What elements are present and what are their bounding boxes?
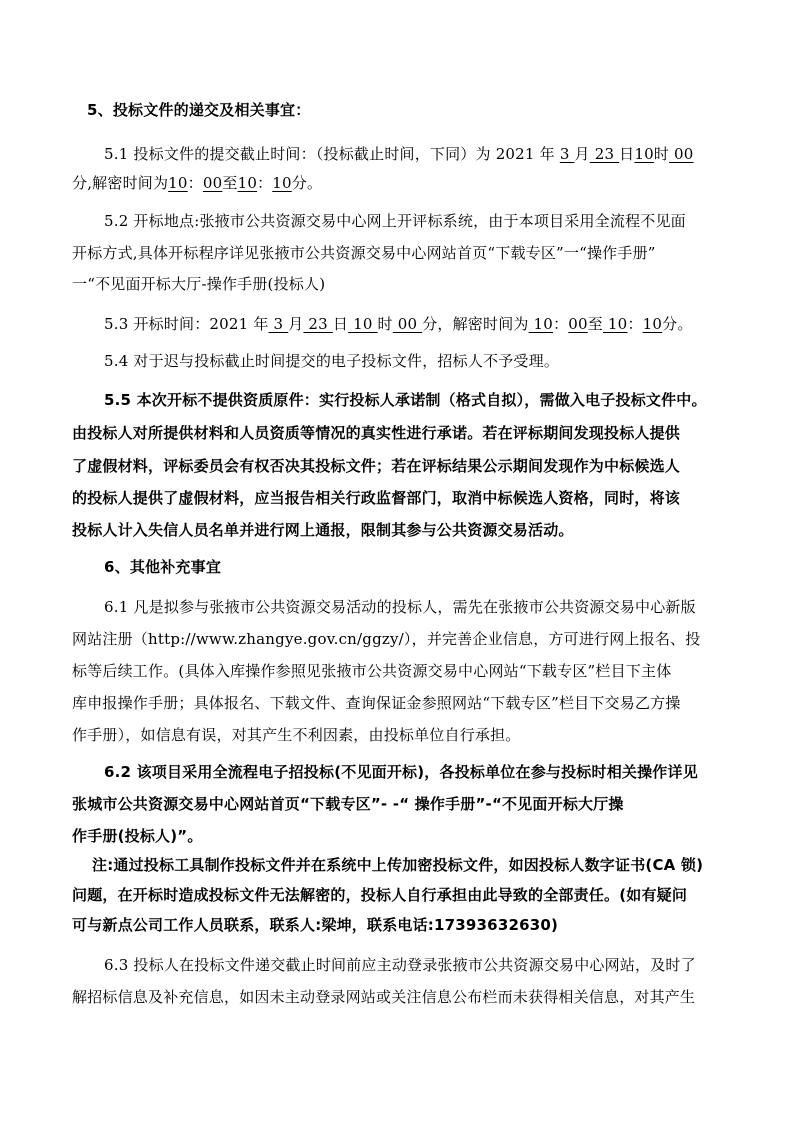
paragraph-5-4: 5.4 对于迟与投标截止时间提交的电子投标文件，招标人不予受理。 xyxy=(104,352,560,370)
paragraph-6-1-line-5: 作手册），如信息有误，对其产生不利因素，由投标单位自行承担。 xyxy=(72,726,521,744)
section-6-heading: 6、其他补充事宜 xyxy=(104,558,222,576)
paragraph-5-5-line-1: 5.5 本次开标不提供资质原件：实行投标人承诺制（格式自拟），需做入电子投标文件中。 xyxy=(104,391,707,409)
day-value: 23 xyxy=(589,145,620,163)
paragraph-5-3: 5.3 开标时间：2021 年 3 月 23 日 10 时 00 分，解密时间为 10：00至 10：10分。 xyxy=(104,315,693,333)
paragraph-6-1-line-2: 网站注册（http://www.zhangye.gov.cn/ggzy/），并完善企业信息，方可进行网上报名、投 xyxy=(72,630,701,648)
paragraph-5-5-line-4: 的投标人提供了虚假材料，应当报告相关行政监督部门，取消中标候选人资格，同时，将该 xyxy=(72,489,681,507)
paragraph-5-2-line-1: 5.2 开标地点:张掖市公共资源交易中心网上开评标系统，由于本项目采用全流程不见面 xyxy=(104,212,686,230)
paragraph-5-2-line-2: 开标方式,具体开标程序详见张掖市公共资源交易中心网站首页“下载专区”一“操作手册” xyxy=(72,244,656,262)
paragraph-5-5-line-3: 了虚假材料，评标委员会有权否决其投标文件；若在评标结果公示期间发现作为中标候选人 xyxy=(72,457,681,475)
paragraph-6-1-line-3: 标等后续工作。(具体入库操作参照见张掖市公共资源交易中心网站“下载专区”栏目下主体 xyxy=(72,662,672,680)
paragraph-6-3-line-1: 6.3 投标人在投标文件递交截止时间前应主动登录张掖市公共资源交易中心网站，及时了 xyxy=(104,956,696,974)
month-value: 3 xyxy=(559,145,575,163)
paragraph-6-3-line-2: 解招标信息及补充信息，如因未主动登录网站或关注信息公布栏而未获得相关信息，对其产生 xyxy=(72,988,696,1006)
paragraph-6-1-line-4: 库申报操作手册；具体报名、下载文件、查询保证金参照网站“下载专区”栏目下交易乙方操 xyxy=(72,694,681,712)
paragraph-5-5-line-5: 投标人计入失信人员名单并进行网上通报，限制其参与公共资源交易活动。 xyxy=(72,521,574,539)
paragraph-5-1-line-1: 5.1 投标文件的提交截止时间：（投标截止时间，下同）为 2021 年 3 月 23 日10时 00 xyxy=(104,145,694,163)
paragraph-5-2-line-3: 一“不见面开标大厅-操作手册(投标人) xyxy=(72,275,326,293)
paragraph-5-1-line-2: 分,解密时间为10：00至10：10分。 xyxy=(72,174,323,192)
paragraph-6-2-line-1: 6.2 该项目采用全流程电子招投标(不见面开标)，各投标单位在参与投标时相关操作详见 xyxy=(104,763,698,781)
paragraph-5-5-line-2: 由投标人对所提供材料和人员资质等情况的真实性进行承诺。若在评标期间发现投标人提供 xyxy=(72,424,681,442)
paragraph-6-2-line-3: 作手册(投标人)”。 xyxy=(72,827,203,845)
paragraph-6-1-line-1: 6.1 凡是拟参与张掖市公共资源交易活动的投标人，需先在张掖市公共资源交易中心新版 xyxy=(104,598,696,616)
note-line-3: 可与新点公司工作人员联系，联系人:梁坤，联系电话:17393632630) xyxy=(72,916,559,934)
section-5-heading: 5、投标文件的递交及相关事宜： xyxy=(87,101,311,119)
note-line-1: 注:通过投标工具制作投标文件并在系统中上传加密投标文件，如因投标人数字证书(CA 锁) xyxy=(92,856,704,874)
note-line-2: 问题，在开标时造成投标文件无法解密的，投标人自行承担由此导致的全部责任。(如有疑问 xyxy=(72,886,688,904)
hour-value: 10 xyxy=(634,145,654,163)
paragraph-6-2-line-2: 张城市公共资源交易中心网站首页“下载专区”- -“ 操作手册”-“不见面开标大厅操 xyxy=(72,795,624,813)
minute-value: 00 xyxy=(669,145,694,163)
